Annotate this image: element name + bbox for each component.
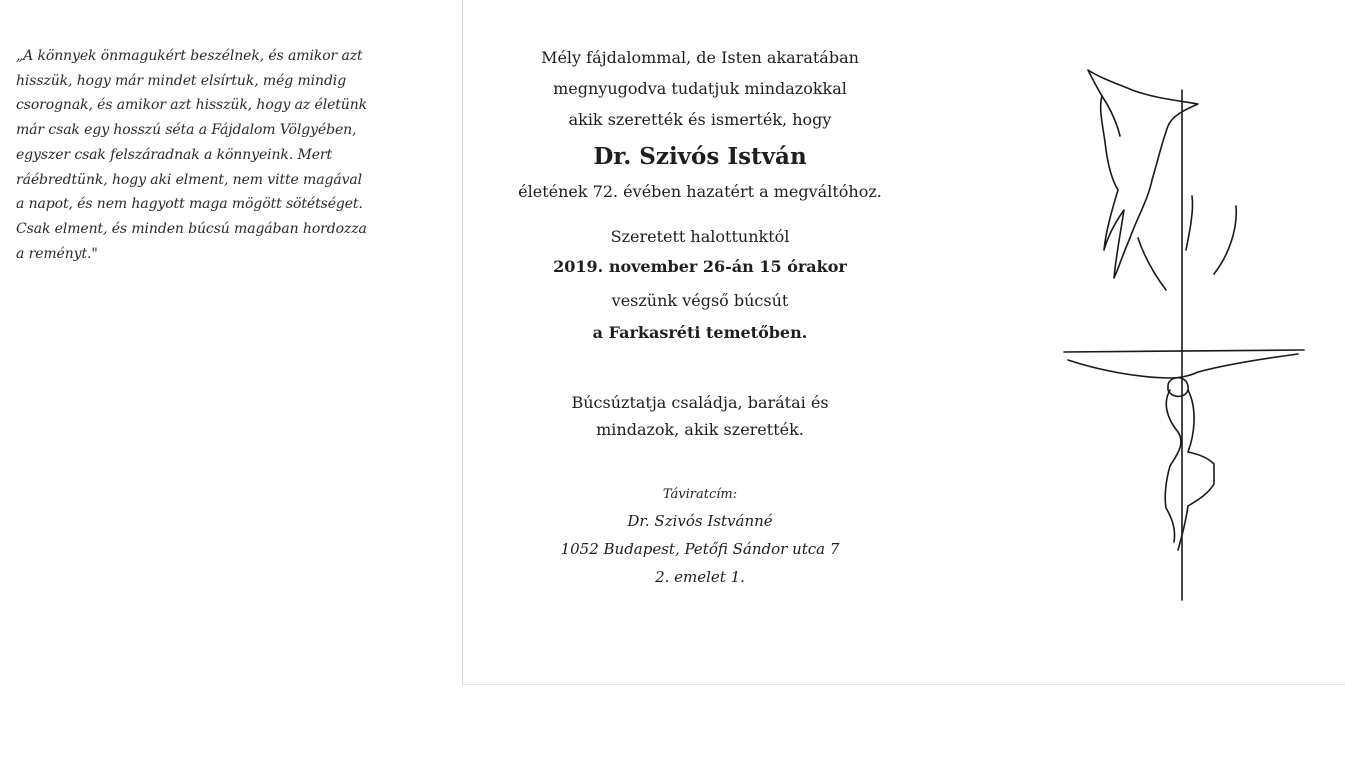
quote-line: „A könnyek önmagukért beszélnek, és amikor azt [16, 48, 363, 64]
quote-line: csorognak, és amikor azt hisszük, hogy az életünk [16, 97, 368, 114]
deceased-name: Dr. Szivós István [593, 143, 807, 170]
intro-line: megnyugodva tudatjuk mindazokkal [553, 79, 847, 98]
announcement [480, 42, 920, 591]
farewell-text: veszünk végső búcsút [611, 291, 789, 310]
card-bottom-edge [462, 684, 1345, 685]
mourners-line: Búcsúztatja családja, barátai és [571, 393, 829, 412]
address-street: 1052 Budapest, Petőfi Sándor utca 7 [560, 540, 840, 558]
intro-line: akik szerették és ismerték, hogy [568, 110, 832, 129]
intro-line: Mély fájdalommal, de Isten akaratában [541, 48, 859, 67]
farewell-intro: Szeretett halottunktól [610, 227, 790, 246]
card-fold-line [462, 0, 463, 684]
address-label: Táviratcím: [662, 487, 738, 502]
address-floor: 2. emelet 1. [655, 568, 745, 586]
funeral-datetime: 2019. november 26-án 15 órakor [553, 257, 847, 276]
quote-line: ráébredtünk, hogy aki elment, nem vitte magával [16, 171, 363, 188]
dove-cross-icon [1058, 60, 1310, 608]
quote-line: a napot, és nem hagyott maga mögött sötétséget. [16, 196, 363, 213]
quote-line: egyszer csak felszáradnak a könnyeink. Mert [16, 146, 333, 163]
address-recipient: Dr. Szivós Istvánné [627, 512, 773, 530]
age-line: életének 72. évében hazatért a megváltóhoz. [518, 182, 882, 201]
quote-line: Csak elment, és minden búcsú magában hordozza [16, 220, 367, 237]
quote-line: már csak egy hosszú séta a Fájdalom Völgyében, [16, 122, 357, 139]
cross-horizontal [1064, 350, 1304, 352]
quote-line: a reményt." [16, 245, 98, 262]
mourners-line: mindazok, akik szerették. [596, 420, 804, 439]
quote-line: hisszük, hogy már mindet elsírtuk, még mindig [16, 72, 347, 89]
funeral-place: a Farkasréti temetőben. [592, 323, 808, 342]
memorial-quote [16, 44, 396, 266]
